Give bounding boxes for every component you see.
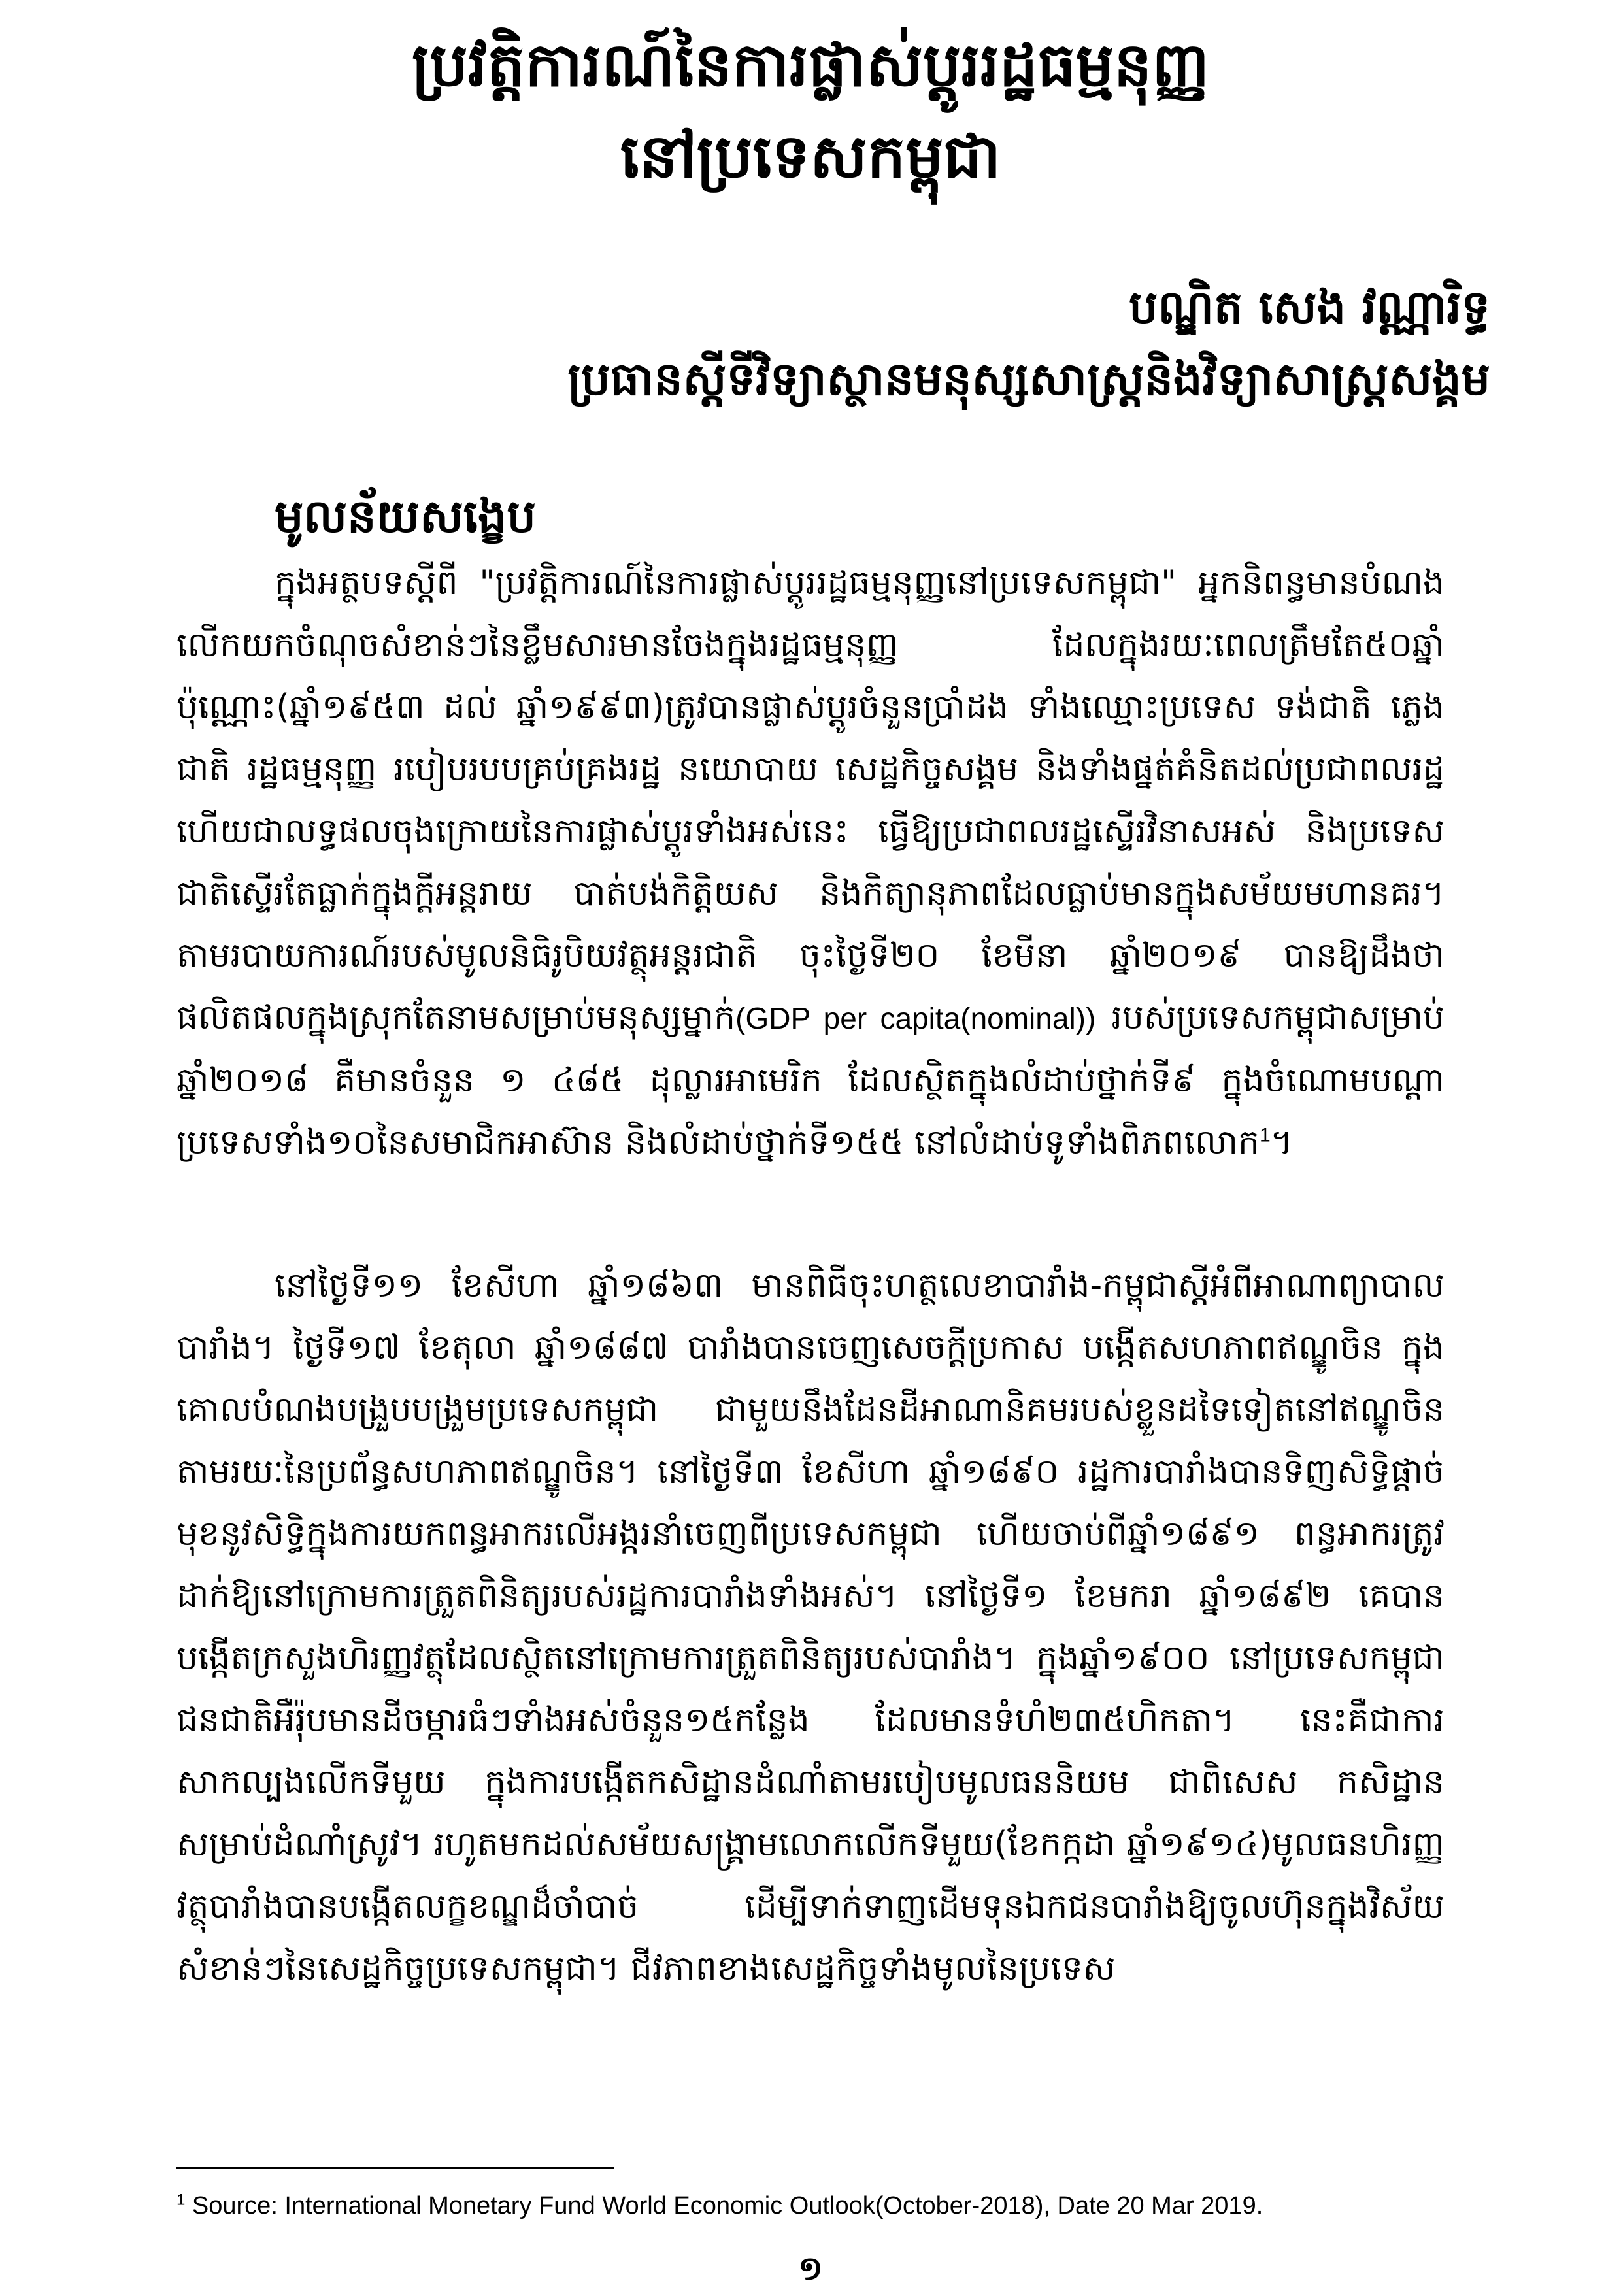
- abstract-paragraph-1: [176, 552, 1445, 1174]
- footnote-text: Source: International Monetary Fund World Economic Outlook(October-2018), Date 20 Mar 2019.: [185, 2192, 1263, 2220]
- author-position: ប្រធានស្តីទីវិទ្យាស្ថានមនុស្សសាស្ត្រនិងវិទ្យាសាស្ត្រសង្គម: [567, 352, 1490, 406]
- paragraph-1-text-a: ក្នុងអត្ថបទស្តីពី "ប្រវត្តិការណ៍នៃការផ្លាស់ប្តូររដ្ឋធម្មនុញ្ញនៅប្រទេសកម្ពុជា" អ្នកនិពន្ធមានបំណងលើកយកចំណុចសំខាន់ៗនៃខ្លឹមសារមានចែងក្នុងរដ្ឋធម្មនុញ្ញ ដែលក្នុងរយៈពេលត្រឹមតែ៥០ឆ្នាំប៉ុណ្ណោះ(ឆ្នាំ១៩៥៣ ដល់ ឆ្នាំ១៩៩៣)ត្រូវបានផ្លាស់ប្តូរចំនួនប្រាំដង ទាំងឈ្មោះប្រទេស ទង់ជាតិ ភ្លេងជាតិ រដ្ឋធម្មនុញ្ញ របៀបរបបគ្រប់គ្រងរដ្ឋ នយោបាយ សេដ្ឋកិច្ចសង្គម និងទាំងផ្នត់គំនិតដល់ប្រជាពលរដ្ឋ ហើយជាលទ្ធផលចុងក្រោយនៃការផ្លាស់ប្តូរទាំងអស់នេះ ធ្វើឱ្យប្រជាពលរដ្ឋស្ទើរវិនាសអស់ និងប្រទេសជាតិស្ទើរតែធ្លាក់ក្នុងក្តីអន្តរាយ បាត់បង់កិត្តិយស និងកិត្យានុភាពដែលធ្លាប់មានក្នុងសម័យមហានគរ។ តាមរបាយការណ៍របស់មូលនិធិរូបិយវត្ថុអន្តរជាតិ ចុះថ្ងៃទី២០ ខែមីនា ឆ្នាំ២០១៩ បានឱ្យដឹងថា ផលិតផលក្នុងស្រុកតែនាមសម្រាប់មនុស្សម្នាក់: [176, 563, 1445, 1037]
- gdp-term: (GDP per capita(nominal)): [735, 1001, 1096, 1035]
- abstract-heading: មូលន័យសង្ខេប: [275, 490, 536, 543]
- footnote-divider: [176, 2167, 614, 2169]
- author-name: បណ្ឌិត សេង វណ្ណារិទ្ធ: [1129, 280, 1490, 334]
- title-line-1: ប្រវត្តិការណ៍នៃការផ្លាស់ប្តូររដ្ឋធម្មនុញ្ញ: [411, 30, 1210, 100]
- abstract-paragraph-2: នៅថ្ងៃទី១១ ខែសីហា ឆ្នាំ១៨៦៣ មានពិធីចុះហត្ថលេខាបារាំង-កម្ពុជាស្តីអំពីអាណាព្យាបាលបារាំង។ ថ្ងៃទី១៧ ខែតុលា ឆ្នាំ១៨៨៧ បារាំងបានចេញសេចក្តីប្រកាស បង្កើតសហភាពឥណ្ឌូចិន ក្នុងគោលបំណងបង្រួបបង្រួមប្រទេសកម្ពុជា ជាមួយនឹងដែនដីអាណានិគមរបស់ខ្លួនដទៃទៀតនៅឥណ្ឌូចិន តាមរយៈនៃប្រព័ន្ធសហភាពឥណ្ឌូចិន។ នៅថ្ងៃទី៣ ខែសីហា ឆ្នាំ១៨៩០ រដ្ឋការបារាំងបានទិញសិទ្ធិផ្តាច់មុខនូវសិទ្ធិក្នុងការយកពន្ធអាករលើអង្ករនាំចេញពីប្រទេសកម្ពុជា ហើយចាប់ពីឆ្នាំ១៨៩១ ពន្ធអាករត្រូវដាក់ឱ្យនៅក្រោមការត្រួតពិនិត្យរបស់រដ្ឋការបារាំងទាំងអស់។ នៅថ្ងៃទី១ ខែមករា ឆ្នាំ១៨៩២ គេបានបង្កើតក្រសួងហិរញ្ញវត្ថុដែលស្ថិតនៅក្រោមការត្រួតពិនិត្យរបស់បារាំង។ ក្នុងឆ្នាំ១៩០០ នៅប្រទេសកម្ពុជា ជនជាតិអឺរ៉ុបមានដីចម្ការធំៗទាំងអស់ចំនួន១៥កន្លែង ដែលមានទំហំ២៣៥ហិកតា។ នេះគឺជាការសាកល្បងលើកទីមួយ ក្នុងការបង្កើតកសិដ្ឋានដំណាំតាមរបៀបមូលធននិយម ជាពិសេស កសិដ្ឋានសម្រាប់ដំណាំស្រូវ។ រហូតមកដល់សម័យសង្គ្រាមលោកលើកទីមួយ(ខែកក្កដា ឆ្នាំ១៩១៤)មូលធនហិរញ្ញវត្ថុបារាំងបានបង្កើតលក្ខខណ្ឌដ៏ចាំបាច់ ដើម្បីទាក់ទាញដើមទុនឯកជនបារាំងឱ្យចូលហ៊ុនក្នុងវិស័យសំខាន់ៗនៃសេដ្ឋកិច្ចប្រទេសកម្ពុជា។ ជីវភាពខាងសេដ្ឋកិច្ចទាំងមូលនៃប្រទេស: [176, 1266, 1445, 1988]
- paragraph-1-text-b: របស់ប្រទេសកម្ពុជាសម្រាប់ឆ្នាំ២០១៨ គឺមានចំនួន ១ ៤៨៥ ដុល្លារអាមេរិក ដែលស្ថិតក្នុងលំដាប់ថ្នាក់ទី៩ ក្នុងចំណោមបណ្តាប្រទេសទាំង១០នៃសមាជិកអាស៊ាន និងលំដាប់ថ្នាក់ទី១៥៥ នៅលំដាប់ទូទាំងពិភពលោក: [176, 998, 1445, 1162]
- title-line-2: នៅប្រទេសកម្ពុជា: [620, 122, 1001, 191]
- footnote-reference[interactable]: 1: [1260, 1124, 1271, 1146]
- page-number: ១: [798, 2250, 823, 2288]
- paragraph-1-end: ។: [1270, 1123, 1294, 1162]
- footnote: [176, 2189, 1458, 2222]
- footnote-marker: 1: [176, 2191, 186, 2209]
